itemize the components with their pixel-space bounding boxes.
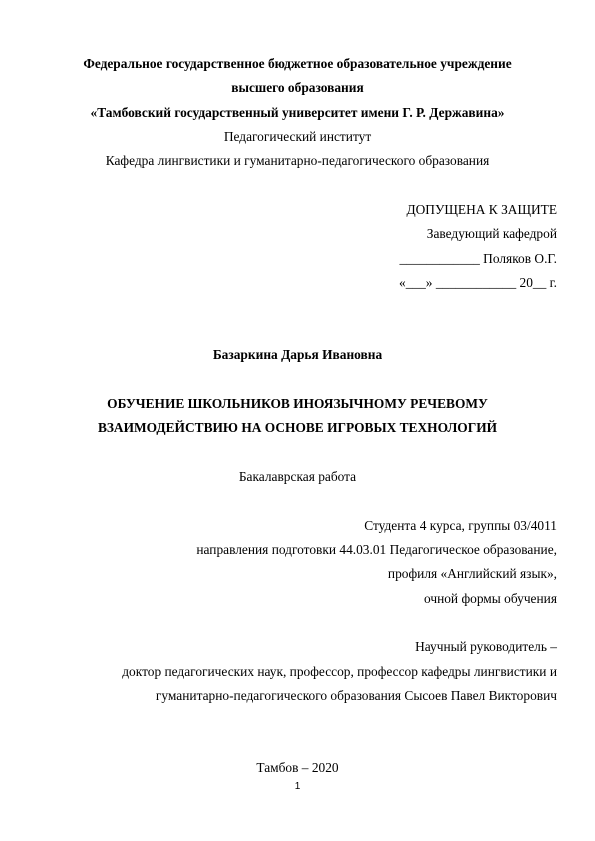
page-number: 1 [294, 781, 301, 792]
work-type: Бакалаврская работа [238, 469, 357, 484]
student-info-line-1: Студента 4 курса, группы 03/4011 [364, 518, 557, 533]
thesis-title-line-2: ВЗАИМОДЕЙСТВИЮ НА ОСНОВЕ ИГРОВЫХ ТЕХНОЛОГИЙ [97, 420, 498, 435]
department-name: Кафедра лингвистики и гуманитарно-педагогического образования [105, 153, 490, 168]
university-name: «Тамбовский государственный университет имени Г. Р. Державина» [90, 105, 505, 120]
approval-role: Заведующий кафедрой [426, 226, 557, 241]
student-info-line-4: очной формы обучения [423, 591, 557, 606]
org-line-2: высшего образования [231, 80, 364, 95]
approval-signature-line: ____________ Поляков О.Г. [399, 251, 557, 266]
org-line-1: Федеральное государственное бюджетное образовательное учреждение [83, 56, 512, 71]
approval-status: ДОПУЩЕНА К ЗАЩИТЕ [406, 202, 557, 217]
student-info-line-2: направления подготовки 44.03.01 Педагогическое образование, [196, 542, 557, 557]
city-year: Тамбов – 2020 [256, 760, 339, 775]
supervisor-line-2: гуманитарно-педагогического образования Сысоев Павел Викторович [155, 688, 557, 703]
approval-date-line: «___» ____________ 20__ г. [399, 275, 557, 290]
supervisor-line-1: доктор педагогических наук, профессор, профессор кафедры лингвистики и [122, 664, 557, 679]
supervisor-label: Научный руководитель – [415, 639, 557, 654]
institute-name: Педагогический институт [223, 129, 372, 144]
thesis-title-line-1: ОБУЧЕНИЕ ШКОЛЬНИКОВ ИНОЯЗЫЧНОМУ РЕЧЕВОМУ [107, 396, 488, 411]
student-info-line-3: профиля «Английский язык», [387, 566, 557, 581]
author-name: Базаркина Дарья Ивановна [212, 347, 383, 362]
